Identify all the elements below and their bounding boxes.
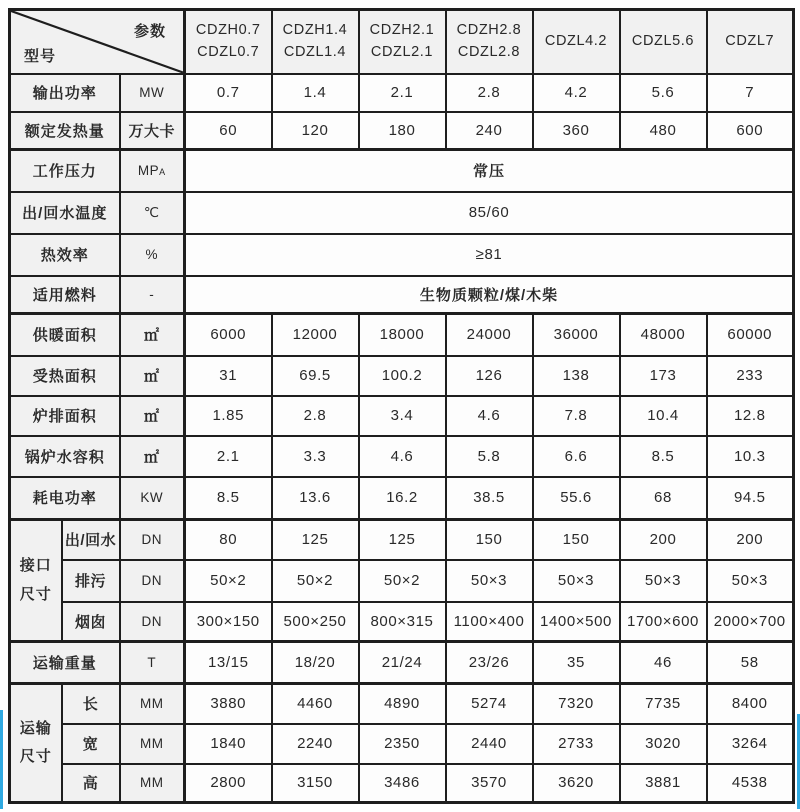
table-row bbox=[10, 276, 794, 314]
value-cell: 233 bbox=[707, 356, 794, 396]
table-row bbox=[10, 520, 794, 560]
row-unit: KW bbox=[120, 477, 185, 520]
corner-label-model: 型号 bbox=[24, 47, 57, 65]
value-cell: 7.8 bbox=[533, 396, 620, 436]
value-cell: 1700×600 bbox=[620, 602, 707, 642]
value-cell: 46 bbox=[620, 642, 707, 684]
value-cell: 6.6 bbox=[533, 436, 620, 477]
value-cell: 31 bbox=[185, 356, 272, 396]
value-cell: 6000 bbox=[185, 314, 272, 356]
corner-label-parameter: 参数 bbox=[133, 23, 166, 40]
row-unit: MM bbox=[120, 684, 185, 724]
table-row bbox=[10, 74, 794, 112]
value-cell: 0.7 bbox=[185, 74, 272, 112]
value-cell: 2350 bbox=[359, 724, 446, 764]
value-cell: 4.6 bbox=[446, 396, 533, 436]
row-sublabel: 长 bbox=[62, 684, 120, 724]
row-sublabel: 排污 bbox=[62, 560, 120, 602]
value-cell: 125 bbox=[359, 520, 446, 560]
table-row bbox=[10, 602, 794, 642]
value-cell: 23/26 bbox=[446, 642, 533, 684]
value-cell: 80 bbox=[185, 520, 272, 560]
row-unit: ㎡ bbox=[120, 436, 185, 477]
value-cell: 8400 bbox=[707, 684, 794, 724]
value-cell: 2733 bbox=[533, 724, 620, 764]
column-header: CDZH0.7 CDZL0.7 bbox=[185, 10, 272, 74]
row-unit: ℃ bbox=[120, 192, 185, 234]
value-cell: 38.5 bbox=[446, 477, 533, 520]
value-cell: 3.4 bbox=[359, 396, 446, 436]
table-row bbox=[10, 684, 794, 724]
row-unit: ㎡ bbox=[120, 314, 185, 356]
value-cell: 126 bbox=[446, 356, 533, 396]
value-cell: 4890 bbox=[359, 684, 446, 724]
value-cell: 10.3 bbox=[707, 436, 794, 477]
value-cell: 50×3 bbox=[533, 560, 620, 602]
value-cell: 4538 bbox=[707, 764, 794, 803]
blue-frame-left bbox=[0, 710, 3, 809]
row-sublabel: 宽 bbox=[62, 724, 120, 764]
spec-table bbox=[8, 8, 795, 804]
table-row bbox=[10, 192, 794, 234]
merged-value-cell: ≥81 bbox=[185, 234, 794, 276]
group-label: 运输尺寸 bbox=[10, 684, 62, 803]
value-cell: 3150 bbox=[272, 764, 359, 803]
table-row bbox=[10, 477, 794, 520]
value-cell: 500×250 bbox=[272, 602, 359, 642]
value-cell: 2240 bbox=[272, 724, 359, 764]
value-cell: 1840 bbox=[185, 724, 272, 764]
value-cell: 1.85 bbox=[185, 396, 272, 436]
value-cell: 13.6 bbox=[272, 477, 359, 520]
row-label: 出/回水温度 bbox=[10, 192, 120, 234]
row-sublabel: 烟囱 bbox=[62, 602, 120, 642]
value-cell: 8.5 bbox=[185, 477, 272, 520]
row-label: 热效率 bbox=[10, 234, 120, 276]
row-unit: % bbox=[120, 234, 185, 276]
table-row bbox=[10, 436, 794, 477]
value-cell: 60000 bbox=[707, 314, 794, 356]
value-cell: 2.8 bbox=[446, 74, 533, 112]
value-cell: 5.6 bbox=[620, 74, 707, 112]
table-row bbox=[10, 642, 794, 684]
value-cell: 360 bbox=[533, 112, 620, 150]
column-header: CDZL4.2 bbox=[533, 10, 620, 74]
value-cell: 8.5 bbox=[620, 436, 707, 477]
value-cell: 4.6 bbox=[359, 436, 446, 477]
row-unit: - bbox=[120, 276, 185, 314]
value-cell: 35 bbox=[533, 642, 620, 684]
value-cell: 50×3 bbox=[446, 560, 533, 602]
value-cell: 4460 bbox=[272, 684, 359, 724]
value-cell: 21/24 bbox=[359, 642, 446, 684]
value-cell: 3570 bbox=[446, 764, 533, 803]
value-cell: 300×150 bbox=[185, 602, 272, 642]
value-cell: 48000 bbox=[620, 314, 707, 356]
table-row bbox=[10, 764, 794, 803]
value-cell: 50×3 bbox=[620, 560, 707, 602]
value-cell: 7320 bbox=[533, 684, 620, 724]
group-label: 接口尺寸 bbox=[10, 520, 62, 642]
value-cell: 200 bbox=[620, 520, 707, 560]
value-cell: 3881 bbox=[620, 764, 707, 803]
value-cell: 7 bbox=[707, 74, 794, 112]
value-cell: 58 bbox=[707, 642, 794, 684]
value-cell: 125 bbox=[272, 520, 359, 560]
row-label: 额定发热量 bbox=[10, 112, 120, 150]
value-cell: 24000 bbox=[446, 314, 533, 356]
value-cell: 7735 bbox=[620, 684, 707, 724]
value-cell: 1100×400 bbox=[446, 602, 533, 642]
value-cell: 3264 bbox=[707, 724, 794, 764]
value-cell: 5.8 bbox=[446, 436, 533, 477]
row-unit: DN bbox=[120, 560, 185, 602]
value-cell: 94.5 bbox=[707, 477, 794, 520]
value-cell: 12.8 bbox=[707, 396, 794, 436]
value-cell: 200 bbox=[707, 520, 794, 560]
row-sublabel: 出/回水 bbox=[62, 520, 120, 560]
column-header: CDZL7 bbox=[707, 10, 794, 74]
merged-value-cell: 85/60 bbox=[185, 192, 794, 234]
value-cell: 600 bbox=[707, 112, 794, 150]
value-cell: 2.1 bbox=[185, 436, 272, 477]
row-unit: MPa bbox=[120, 150, 185, 192]
value-cell: 3620 bbox=[533, 764, 620, 803]
value-cell: 2.1 bbox=[359, 74, 446, 112]
row-unit: ㎡ bbox=[120, 356, 185, 396]
value-cell: 13/15 bbox=[185, 642, 272, 684]
row-unit: DN bbox=[120, 602, 185, 642]
value-cell: 36000 bbox=[533, 314, 620, 356]
value-cell: 50×2 bbox=[272, 560, 359, 602]
value-cell: 3020 bbox=[620, 724, 707, 764]
value-cell: 150 bbox=[446, 520, 533, 560]
value-cell: 50×2 bbox=[185, 560, 272, 602]
row-label: 输出功率 bbox=[10, 74, 120, 112]
merged-value-cell: 生物质颗粒/煤/木柴 bbox=[185, 276, 794, 314]
row-unit: MM bbox=[120, 764, 185, 803]
column-header: CDZH2.1 CDZL2.1 bbox=[359, 10, 446, 74]
value-cell: 150 bbox=[533, 520, 620, 560]
value-cell: 2000×700 bbox=[707, 602, 794, 642]
value-cell: 18000 bbox=[359, 314, 446, 356]
value-cell: 4.2 bbox=[533, 74, 620, 112]
table-row bbox=[10, 396, 794, 436]
value-cell: 180 bbox=[359, 112, 446, 150]
table-row bbox=[10, 150, 794, 192]
value-cell: 5274 bbox=[446, 684, 533, 724]
value-cell: 100.2 bbox=[359, 356, 446, 396]
row-unit: ㎡ bbox=[120, 396, 185, 436]
value-cell: 800×315 bbox=[359, 602, 446, 642]
value-cell: 120 bbox=[272, 112, 359, 150]
value-cell: 68 bbox=[620, 477, 707, 520]
value-cell: 69.5 bbox=[272, 356, 359, 396]
value-cell: 16.2 bbox=[359, 477, 446, 520]
merged-value-cell: 常压 bbox=[185, 150, 794, 192]
row-unit: 万大卡 bbox=[120, 112, 185, 150]
column-header: CDZH2.8 CDZL2.8 bbox=[446, 10, 533, 74]
value-cell: 55.6 bbox=[533, 477, 620, 520]
row-label: 受热面积 bbox=[10, 356, 120, 396]
table-row bbox=[10, 724, 794, 764]
table-row bbox=[10, 234, 794, 276]
row-unit: MW bbox=[120, 74, 185, 112]
value-cell: 240 bbox=[446, 112, 533, 150]
table-row bbox=[10, 356, 794, 396]
row-unit: MM bbox=[120, 724, 185, 764]
value-cell: 18/20 bbox=[272, 642, 359, 684]
column-header: CDZL5.6 bbox=[620, 10, 707, 74]
corner-cell bbox=[10, 10, 185, 74]
value-cell: 60 bbox=[185, 112, 272, 150]
row-unit: DN bbox=[120, 520, 185, 560]
row-label: 工作压力 bbox=[10, 150, 120, 192]
row-label: 炉排面积 bbox=[10, 396, 120, 436]
value-cell: 2800 bbox=[185, 764, 272, 803]
row-sublabel: 高 bbox=[62, 764, 120, 803]
row-label: 耗电功率 bbox=[10, 477, 120, 520]
value-cell: 138 bbox=[533, 356, 620, 396]
row-label: 运输重量 bbox=[10, 642, 120, 684]
table-row bbox=[10, 560, 794, 602]
value-cell: 2.8 bbox=[272, 396, 359, 436]
value-cell: 1.4 bbox=[272, 74, 359, 112]
value-cell: 1400×500 bbox=[533, 602, 620, 642]
value-cell: 50×3 bbox=[707, 560, 794, 602]
value-cell: 12000 bbox=[272, 314, 359, 356]
table-row bbox=[10, 112, 794, 150]
header-row bbox=[10, 10, 794, 74]
value-cell: 2440 bbox=[446, 724, 533, 764]
value-cell: 480 bbox=[620, 112, 707, 150]
value-cell: 3.3 bbox=[272, 436, 359, 477]
row-label: 供暖面积 bbox=[10, 314, 120, 356]
table-row bbox=[10, 314, 794, 356]
value-cell: 50×2 bbox=[359, 560, 446, 602]
value-cell: 3880 bbox=[185, 684, 272, 724]
column-header: CDZH1.4 CDZL1.4 bbox=[272, 10, 359, 74]
row-label: 锅炉水容积 bbox=[10, 436, 120, 477]
value-cell: 173 bbox=[620, 356, 707, 396]
row-label: 适用燃料 bbox=[10, 276, 120, 314]
value-cell: 3486 bbox=[359, 764, 446, 803]
row-unit: T bbox=[120, 642, 185, 684]
value-cell: 10.4 bbox=[620, 396, 707, 436]
diagonal-split bbox=[11, 11, 183, 73]
